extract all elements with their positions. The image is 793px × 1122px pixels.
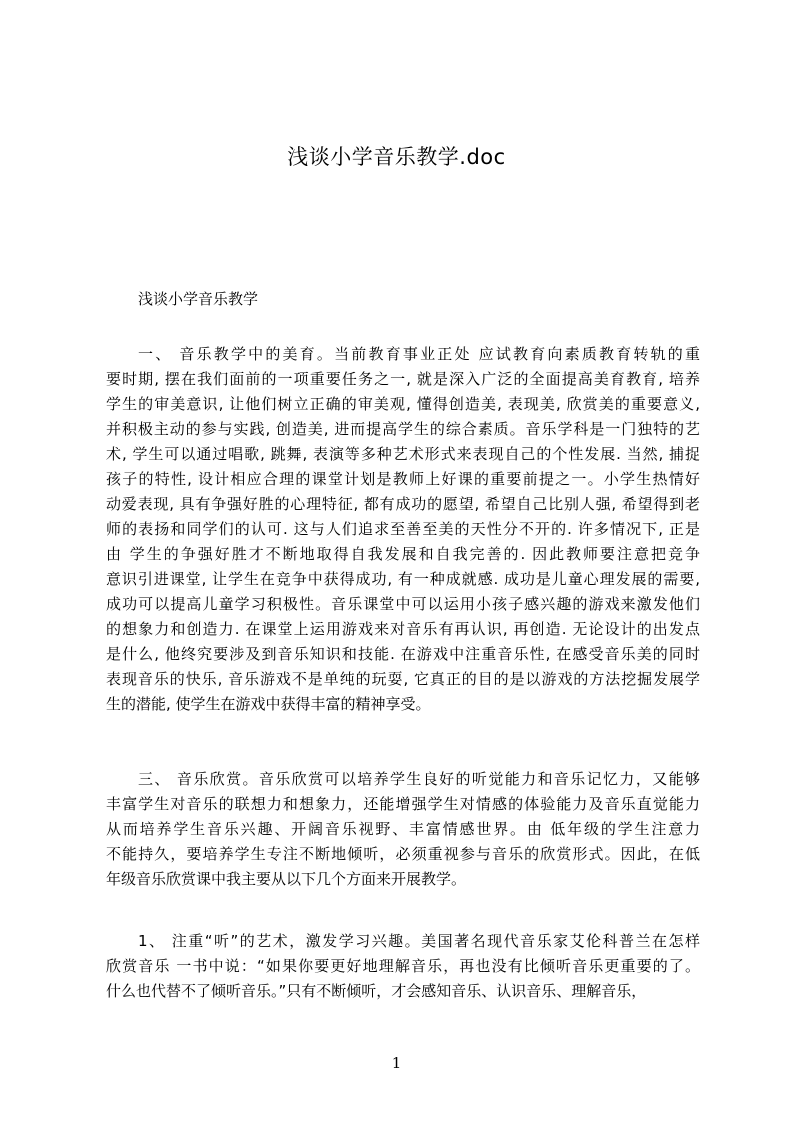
document-title: 浅谈小学音乐教学.doc <box>287 145 506 169</box>
paragraph-line: 是什么, 他终究要涉及到音乐知识和技能. 在游戏中注重音乐性, 在感受音乐美的同时 <box>106 645 700 663</box>
paragraph-line: 意识引进课堂, 让学生在竞争中获得成功, 有一种成就感. 成功是儿童心理发展的需要, <box>106 570 700 588</box>
paragraph-aesthetic-education <box>106 342 700 717</box>
paragraph-line: 一、 音乐教学中的美育。当前教育事业正处 应试教育向素质教育转轨的重 <box>138 345 700 363</box>
paragraph-line: 学生的审美意识, 让他们树立正确的审美观, 懂得创造美, 表现美, 欣赏美的重要意义, <box>106 395 700 413</box>
paragraph-line: 师的表扬和同学们的认可. 这与人们追求至善至美的天性分不开的. 许多情况下, 正是 <box>106 520 700 538</box>
paragraph-line: 丰富学生对音乐的联想力和想象力，还能增强学生对情感的体验能力及音乐直觉能力 <box>106 795 700 813</box>
paragraph-line: 由 学生的争强好胜才不断地取得自我发展和自我完善的. 因此教师要注意把竞争 <box>106 545 700 563</box>
paragraph-line: 动爱表现, 具有争强好胜的心理特征, 都有成功的愿望, 希望自己比别人强, 希望得到老 <box>106 495 700 513</box>
paragraph-line: 成功可以提高儿童学习积极性。音乐课堂中可以运用小孩子感兴趣的游戏来激发他们 <box>106 595 700 613</box>
paragraph-line: 孩子的特性, 设计相应合理的课堂计划是教师上好课的重要前提之一。小学生热情好 <box>106 470 700 488</box>
paragraph-line: 并积极主动的参与实践, 创造美, 进而提高学生的综合素质。音乐学科是一门独特的艺 <box>106 420 700 438</box>
paragraph-line: 要时期, 摆在我们面前的一项重要任务之一, 就是深入广泛的全面提高美育教育, 培养 <box>106 370 700 388</box>
paragraph-line: 不能持久，要培养学生专注不断地倾听，必须重视参与音乐的欣赏形式。因此，在低 <box>106 845 700 863</box>
document-subtitle: 浅谈小学音乐教学 <box>138 290 259 308</box>
page-number: 1 <box>391 1054 402 1072</box>
paragraph-line: 从而培养学生音乐兴趣、开阔音乐视野、丰富情感世界。由 低年级的学生注意力 <box>106 820 700 838</box>
paragraph-line: 生的潜能, 使学生在游戏中获得丰富的精神享受。 <box>106 695 431 713</box>
paragraph-line: 年级音乐欣赏课中我主要从以下几个方面来开展教学。 <box>106 870 467 888</box>
paragraph-music-appreciation <box>106 767 700 892</box>
paragraph-line: 的想象力和创造力. 在课堂上运用游戏来对音乐有再认识, 再创造. 无论设计的出发点 <box>106 620 700 638</box>
paragraph-line: 什么也代替不了倾听音乐。”只有不断倾听，才会感知音乐、认识音乐、理解音乐， <box>106 982 647 1000</box>
paragraph-line: 欣赏音乐 一书中说：“如果你要更好地理解音乐，再也没有比倾听音乐更重要的了。 <box>106 957 700 975</box>
paragraph-listening-art <box>106 929 700 1004</box>
paragraph-line: 术, 学生可以通过唱歌, 跳舞, 表演等多种艺术形式来表现自己的个性发展. 当然, 捕捉 <box>106 445 700 463</box>
paragraph-line: 三、 音乐欣赏。音乐欣赏可以培养学生良好的听觉能力和音乐记忆力，又能够 <box>138 770 700 788</box>
paragraph-line: 表现音乐的快乐, 音乐游戏不是单纯的玩耍, 它真正的目的是以游戏的方法挖掘发展学 <box>106 670 700 688</box>
paragraph-line: 1、 注重“听”的艺术，激发学习兴趣。美国著名现代音乐家艾伦科普兰在怎样 <box>138 932 700 950</box>
